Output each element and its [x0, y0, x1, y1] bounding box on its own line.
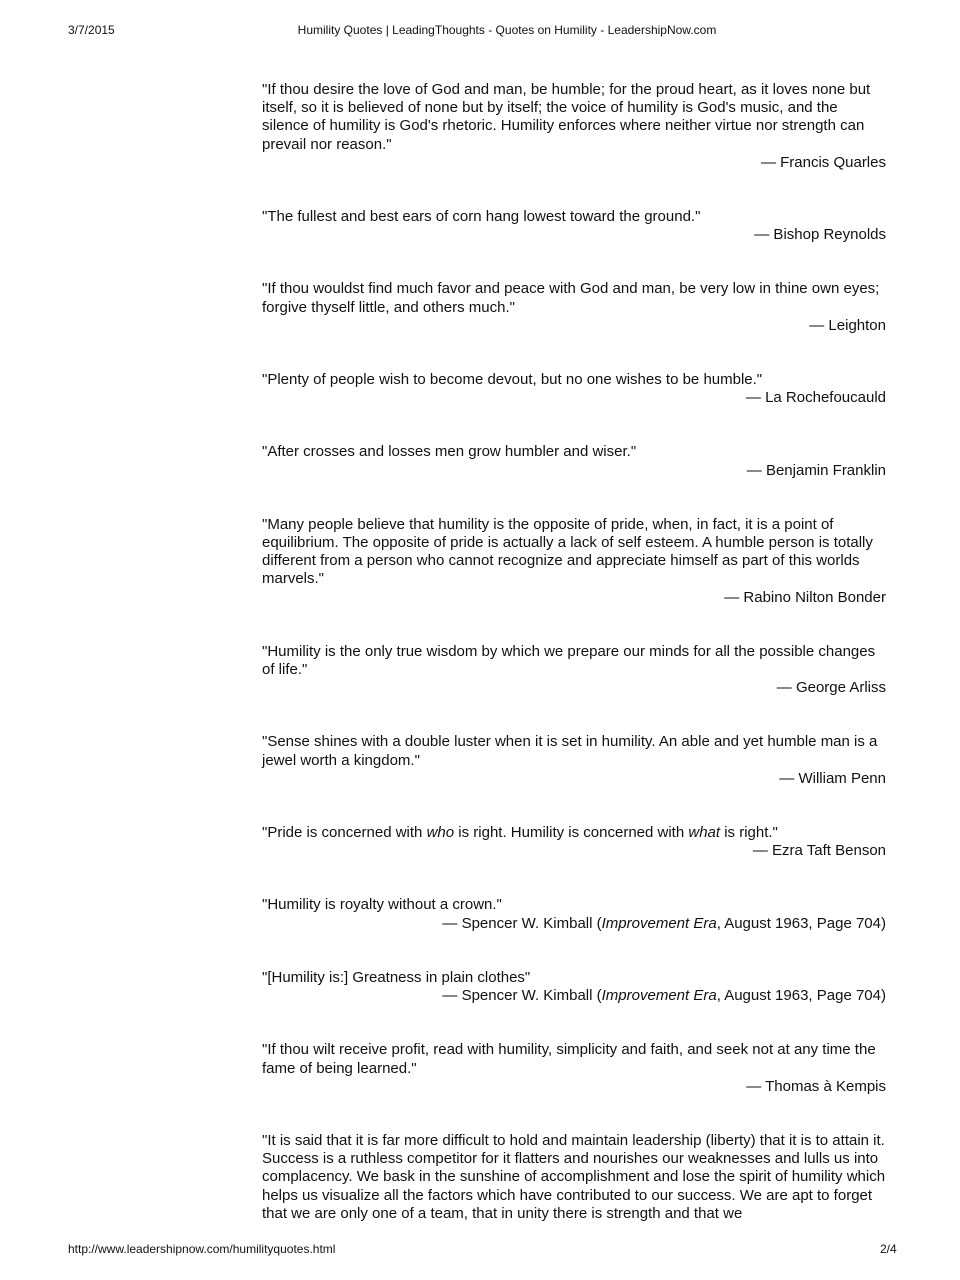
quote-author — [262, 915, 886, 933]
quote-block — [262, 896, 886, 932]
quote-text: "After crosses and losses men grow humbler and wiser." — [262, 443, 637, 461]
author-part: , August 1963, Page 704) — [716, 914, 886, 932]
quote-block — [262, 516, 886, 607]
quote-author: — William Penn — [779, 769, 886, 787]
quote-emphasis: what — [688, 824, 721, 842]
quotes-list — [262, 81, 886, 1259]
quote-text: "Humility is the only true wisdom by which we prepare our minds for all the possible changes of life." — [262, 642, 876, 679]
quote-author: — Ezra Taft Benson — [752, 842, 886, 860]
quote-author — [262, 987, 886, 1005]
quote-text: "If thou wilt receive profit, read with humility, simplicity and faith, and seek not at any time the fame of being learned." — [262, 1041, 876, 1077]
publication-title: Improvement Era — [601, 987, 717, 1005]
quote-text: "[Humility is:] Greatness in plain clothes" — [262, 968, 531, 986]
author-part: , August 1963, Page 704) — [716, 987, 886, 1005]
quote-block — [262, 733, 886, 788]
quote-author: — La Rochefoucauld — [745, 389, 886, 407]
quote-text: "Many people believe that humility is the opposite of pride, when, in fact, it is a point of equilibrium. The opposite of pride is actually a lack of self esteem. A humble person is totally different from a person who cannot recognize and appreciate himself as part of this worlds marvels." — [262, 515, 873, 588]
quote-block — [262, 81, 886, 172]
quote-text: "The fullest and best ears of corn hang lowest toward the ground." — [262, 208, 701, 226]
author-part: — Spencer W. Kimball ( — [442, 914, 602, 932]
quote-text-part: is right. Humility is concerned with — [454, 824, 689, 842]
quote-block — [262, 643, 886, 698]
quote-block — [262, 1041, 886, 1096]
quote-author: — Rabino Nilton Bonder — [724, 588, 886, 606]
quote-author: — Thomas à Kempis — [746, 1077, 886, 1095]
quote-text: "If thou desire the love of God and man, be humble; for the proud heart, as it loves none but itself, so it is believed of none but by itself; the voice of humility is God's music, and the silence of humility is God's rhetoric. Humility enforces where neither virtue nor strength can prevail nor reason." — [262, 81, 871, 153]
quote-block — [262, 280, 886, 335]
publication-title: Improvement Era — [601, 914, 717, 932]
quote-block — [262, 371, 886, 407]
quote-author: — Benjamin Franklin — [746, 461, 886, 479]
quote-author: — Bishop Reynolds — [754, 226, 886, 244]
page-url[interactable]: http://www.leadershipnow.com/humilityquotes.html — [68, 1242, 336, 1256]
quote-text-part: is right." — [720, 824, 778, 842]
quote-text: "It is said that it is far more difficult to hold and maintain leadership (liberty) that it is to attain it. Success is a ruthless competitor for it flatters and nourishes our weaknesses and lulls us into complacency. We bask in the sunshine of accomplishment and lose the spirit of humility which helps us visualize all the factors which have contributed to our success. We are apt to forget that we are only one of a team, that in unity there is strength and that we — [262, 1131, 886, 1222]
quote-author: — Leighton — [809, 316, 886, 334]
page-title: Humility Quotes | LeadingThoughts - Quotes on Humility - LeadershipNow.com — [297, 23, 717, 37]
quote-author: — George Arliss — [776, 679, 886, 697]
quote-text: "If thou wouldst find much favor and peace with God and man, be very low in thine own eyes; forgive thyself little, and others much." — [262, 280, 880, 316]
quote-text-part: "Pride is concerned with — [262, 824, 427, 842]
quote-text — [262, 824, 886, 842]
quote-block — [262, 443, 886, 479]
quote-emphasis: who — [426, 824, 455, 842]
quote-block — [262, 208, 886, 244]
print-date: 3/7/2015 — [68, 23, 115, 37]
quote-text: "Humility is royalty without a crown." — [262, 896, 502, 914]
quote-block — [262, 1132, 886, 1223]
quote-block — [262, 824, 886, 860]
page-number: 2/4 — [880, 1242, 897, 1256]
quote-text: "Plenty of people wish to become devout, but no one wishes to be humble." — [262, 371, 763, 389]
quote-text: "Sense shines with a double luster when it is set in humility. An able and yet humble man is a jewel worth a kingdom." — [262, 733, 878, 769]
quote-author: — Francis Quarles — [760, 153, 886, 171]
author-part: — Spencer W. Kimball ( — [442, 987, 602, 1005]
quote-block — [262, 969, 886, 1005]
